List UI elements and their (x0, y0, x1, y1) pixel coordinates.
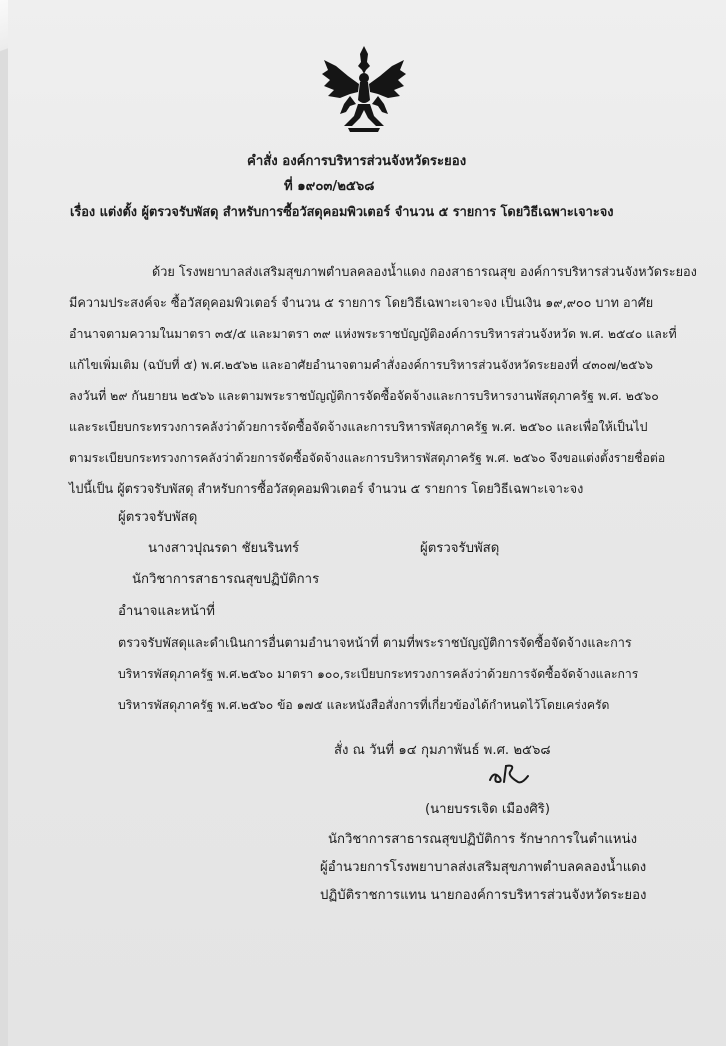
body-line: ตามระเบียบกระทรวงการคลังว่าด้วยการจัดซื้อจัดจ้างและการบริหารพัสดุภาครัฐ พ.ศ. ๒๕๖๐ จึงขอแต่งตั้งรายชื่อต่อ (69, 451, 666, 465)
order-number: ที่ ๑๙๐๓/๒๕๖๘ (284, 179, 375, 194)
inspector-name: นางสาวปุณรดา ชัยนรินทร์ (148, 541, 300, 556)
duties-line: ตรวจรับพัสดุและดำเนินการอื่นตามอำนาจหน้าที่ ตามที่พระราชบัญญัติการจัดซื้อจัดจ้างและการ (118, 635, 632, 650)
inspector-heading: ผู้ตรวจรับพัสดุ (118, 510, 198, 525)
signatory-title: นักวิชาการสาธารณสุขปฏิบัติการ รักษาการในตำแหน่ง (328, 832, 638, 847)
duties-line: บริหารพัสดุภาครัฐ พ.ศ.๒๕๖๐ มาตรา ๑๐๐,ระเบียบกระทรวงการคลังว่าด้วยการจัดซื้อจัดจ้างและการ (118, 667, 639, 681)
duties-heading: อำนาจและหน้าที่ (118, 604, 215, 619)
garuda-emblem-icon (314, 40, 414, 140)
duties-line: บริหารพัสดุภาครัฐ พ.ศ.๒๕๖๐ ข้อ ๑๗๕ และหนังสือสั่งการที่เกี่ยวข้องได้กำหนดไว้โดยเคร่งครัด (118, 698, 610, 712)
inspector-position: นักวิชาการสาธารณสุขปฏิบัติการ (132, 572, 320, 587)
body-line: มีความประสงค์จะ ซื้อวัสดุคอมพิวเตอร์ จำนวน ๕ รายการ โดยวิธีเฉพาะเจาะจง เป็นเงิน ๑๙,๙๐๐ บาท อาศัย (69, 295, 654, 310)
body-line: ไปนี้เป็น ผู้ตรวจรับพัสดุ สำหรับการซื้อวัสดุคอมพิวเตอร์ จำนวน ๕ รายการ โดยวิธีเฉพาะเจาะจง (69, 481, 584, 496)
body-line: แก้ไขเพิ่มเติม (ฉบับที่ ๕) พ.ศ.๒๕๖๒ และอาศัยอำนาจตามคำสั่งองค์การบริหารส่วนจังหวัดระยองที่ ๔๓๐๗/๒๕๖๖ (69, 358, 653, 372)
subject-line: เรื่อง แต่งตั้ง ผู้ตรวจรับพัสดุ สำหรับการซื้อวัสดุคอมพิวเตอร์ จำนวน ๕ รายการ โดยวิธีเฉพาะเจาะจง (70, 205, 614, 220)
document-page (8, 0, 726, 1046)
body-line: อำนาจตามความในมาตรา ๓๕/๕ และมาตรา ๓๙ แห่งพระราชบัญญัติองค์การบริหารส่วนจังหวัด พ.ศ. ๒๕๔๐ และที่ (69, 326, 677, 341)
body-line: ลงวันที่ ๒๙ กันยายน ๒๕๖๖ และตามพระราชบัญญัติการจัดซื้อจัดจ้างและการบริหารงานพัสดุภาครัฐ พ.ศ. ๒๕๖๐ (69, 388, 659, 403)
inspector-role: ผู้ตรวจรับพัสดุ (420, 541, 500, 556)
signatory-title: ผู้อำนวยการโรงพยาบาลส่งเสริมสุขภาพตำบลคลองน้ำแดง (320, 860, 647, 875)
signatory-name: (นายบรรเจิด เมืองศิริ) (425, 802, 550, 817)
body-line: และระเบียบกระทรวงการคลังว่าด้วยการจัดซื้อจัดจ้างและการบริหารพัสดุภาครัฐ พ.ศ. ๒๕๖๐ และเพื่อให้เป็นไป (69, 419, 648, 434)
order-title: คำสั่ง องค์การบริหารส่วนจังหวัดระยอง (247, 154, 467, 169)
signature-mark (486, 760, 536, 788)
order-date: สั่ง ณ วันที่ ๑๔ กุมภาพันธ์ พ.ศ. ๒๕๖๘ (334, 743, 551, 758)
body-line: ด้วย โรงพยาบาลส่งเสริมสุขภาพตำบลคลองน้ำแดง กองสาธารณสุข องค์การบริหารส่วนจังหวัดระยอง (152, 264, 697, 279)
signatory-title: ปฏิบัติราชการแทน นายกองค์การบริหารส่วนจังหวัดระยอง (320, 888, 647, 903)
